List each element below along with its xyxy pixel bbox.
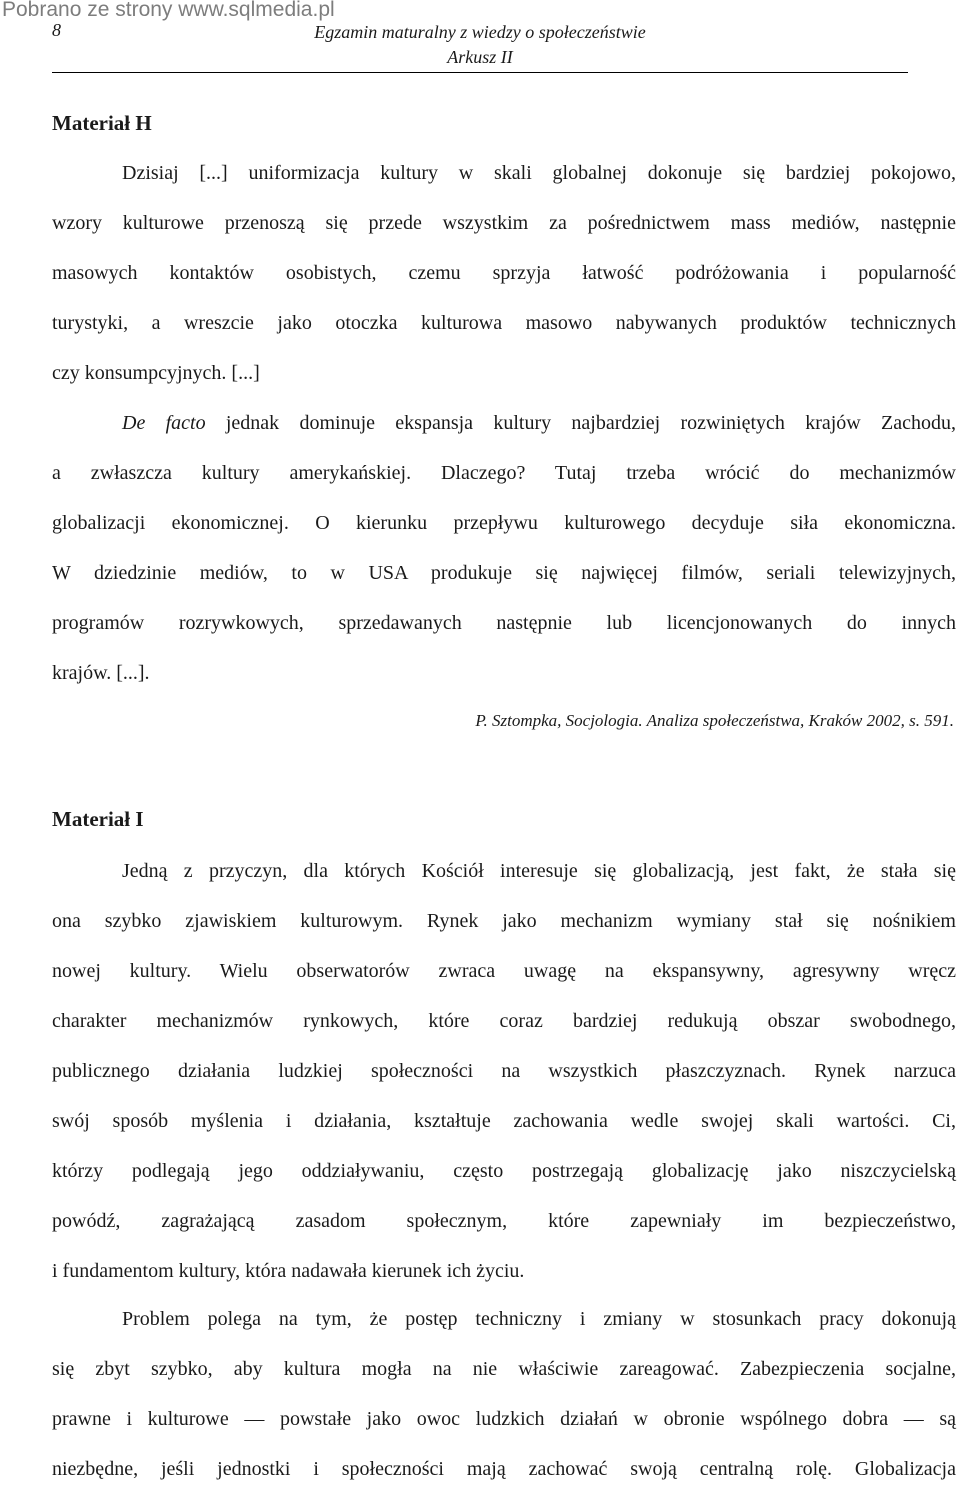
text-line: czy konsumpcyjnych. [...] bbox=[52, 362, 260, 384]
text-line: W dziedzinie mediów, to w USA produkuje się najwięcej filmów, seriali telewizyjnych, bbox=[52, 562, 956, 584]
material-h-paragraph-2 bbox=[52, 398, 956, 698]
text-line: Dzisiaj [...] uniformizacja kultury w skali globalnej dokonuje się bardziej pokojowo, bbox=[122, 162, 956, 184]
page-number: 8 bbox=[52, 20, 61, 40]
text-line-rest: jednak dominuje ekspansja kultury najbardziej rozwiniętych krajów Zachodu, bbox=[205, 412, 956, 434]
material-h-heading: Materiał H bbox=[52, 111, 152, 135]
text-line: wzory kulturowe przenoszą się przede wszystkim za pośrednictwem mass mediów, następnie bbox=[52, 212, 956, 234]
exam-title-line2: Arkusz II bbox=[447, 47, 513, 67]
source-citation: P. Sztompka, Socjologia. Analiza społeczeństwa, Kraków 2002, s. 591. bbox=[475, 711, 954, 730]
material-h-paragraph-1 bbox=[52, 148, 956, 398]
text-line: prawne i kulturowe — powstałe jako owoc ludzkich działań w obronie wspólnego dobra — są bbox=[52, 1408, 956, 1430]
text-line: masowych kontaktów osobistych, czemu sprzyja łatwość podróżowania i popularność bbox=[52, 262, 956, 284]
text-line: a zwłaszcza kultury amerykańskiej. Dlaczego? Tutaj trzeba wrócić do mechanizmów bbox=[52, 462, 956, 484]
text-line: charakter mechanizmów rynkowych, które coraz bardziej redukują obszar swobodnego, bbox=[52, 1010, 956, 1032]
text-line: Problem polega na tym, że postęp techniczny i zmiany w stosunkach pracy dokonują bbox=[122, 1308, 956, 1330]
text-line: nowej kultury. Wielu obserwatorów zwraca uwagę na ekspansywny, agresywny wręcz bbox=[52, 960, 956, 982]
material-i-heading: Materiał I bbox=[52, 807, 144, 831]
text-line: i fundamentom kultury, która nadawała kierunek ich życiu. bbox=[52, 1260, 525, 1282]
text-line: globalizacji ekonomicznej. O kierunku przepływu kulturowego decyduje siła ekonomiczna. bbox=[52, 512, 956, 534]
header-rule bbox=[52, 72, 908, 73]
text-line: turystyki, a wreszcie jako otoczka kulturowa masowo nabywanych produktów technicznych bbox=[52, 312, 956, 334]
text-line: Jedną z przyczyn, dla których Kościół interesuje się globalizacją, jest fakt, że stała się bbox=[122, 860, 956, 882]
text-line: programów rozrywkowych, sprzedawanych następnie lub licencjonowanych do innych bbox=[52, 612, 956, 634]
text-line: krajów. [...]. bbox=[52, 662, 150, 684]
material-i-paragraph-2 bbox=[52, 1294, 956, 1494]
text-line: publicznego działania ludzkiej społeczności na wszystkich płaszczyznach. Rynek narzuca bbox=[52, 1060, 956, 1082]
text-line: się zbyt szybko, aby kultura mogła na nie właściwie zareagować. Zabezpieczenia socjalne, bbox=[52, 1358, 956, 1380]
exam-title-line1: Egzamin maturalny z wiedzy o społeczeństwie bbox=[314, 22, 646, 42]
watermark: Pobrano ze strony www.sqlmedia.pl bbox=[2, 0, 335, 21]
text-line: ona szybko zjawiskiem kulturowym. Rynek jako mechanizm wymiany stał się nośnikiem bbox=[52, 910, 956, 932]
material-i-paragraph-1 bbox=[52, 846, 956, 1296]
text-line: niezbędne, jeśli jednostki i społeczności mają zachować swoją centralną rolę. Globalizacja bbox=[52, 1458, 956, 1480]
text-line: powódź, zagrażającą zasadom społecznym, które zapewniały im bezpieczeństwo, bbox=[52, 1210, 956, 1232]
exam-title bbox=[0, 20, 960, 70]
italic-phrase: De facto bbox=[122, 412, 206, 434]
text-line: swój sposób myślenia i działania, kształtuje zachowania wedle swojej skali wartości. Ci, bbox=[52, 1110, 956, 1132]
text-line: którzy podlegają jego oddziaływaniu, często postrzegają globalizację jako niszczycielską bbox=[52, 1160, 956, 1182]
text-line bbox=[52, 398, 956, 448]
